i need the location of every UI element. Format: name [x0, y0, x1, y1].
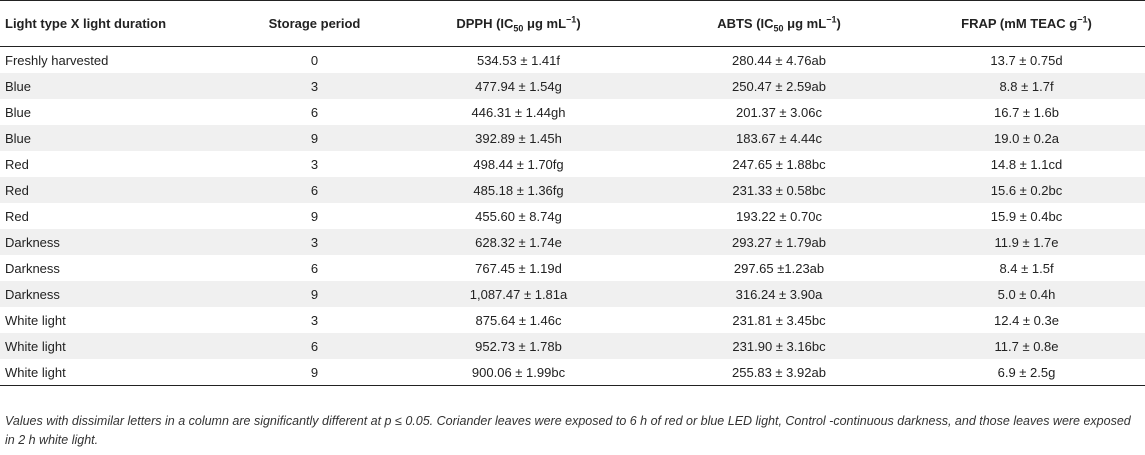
- table-row: [0, 177, 1145, 203]
- cell-light-type: White light: [0, 333, 242, 359]
- cell-frap: 5.0 ± 0.4h: [908, 281, 1145, 307]
- cell-light-type: Darkness: [0, 229, 242, 255]
- cell-dpph: 767.45 ± 1.19d: [475, 260, 562, 276]
- cell-storage-period: 3: [310, 156, 319, 172]
- cell-storage-period: 3: [242, 229, 387, 255]
- cell-frap: 14.8 ± 1.1cd: [990, 156, 1063, 172]
- cell-storage-period: 0: [310, 52, 319, 68]
- cell-storage-period: 6: [310, 260, 319, 276]
- header-abts-sub: 50: [773, 23, 784, 34]
- cell-storage-period: 9: [242, 281, 387, 307]
- header-frap: [908, 1, 1145, 47]
- header-light-type: Light type X light duration: [0, 1, 242, 47]
- table-row: [0, 333, 1145, 359]
- cell-light-type: Freshly harvested: [5, 52, 109, 68]
- cell-light-type: Red: [5, 208, 29, 224]
- cell-light-type: Darkness: [5, 260, 60, 276]
- cell-dpph: 498.44 ± 1.70fg: [473, 156, 564, 172]
- cell-frap: 8.8 ± 1.7f: [908, 73, 1145, 99]
- cell-frap: 6.9 ± 2.5g: [908, 359, 1145, 386]
- cell-light-type: Blue: [0, 125, 242, 151]
- header-dpph-sub: 50: [513, 23, 524, 34]
- table-row: [0, 125, 1145, 151]
- cell-dpph: 455.60 ± 8.74g: [475, 208, 562, 224]
- header-abts-text: ABTS (IC: [717, 16, 774, 31]
- cell-abts: 183.67 ± 4.44c: [650, 125, 908, 151]
- cell-dpph: 952.73 ± 1.78b: [387, 333, 650, 359]
- cell-dpph: 900.06 ± 1.99bc: [387, 359, 650, 386]
- header-abts: [650, 1, 908, 47]
- table-row: [0, 203, 1145, 229]
- header-frap-text: FRAP (mM TEAC g: [961, 16, 1078, 31]
- header-abts-end: ): [836, 16, 841, 31]
- table-body: [0, 47, 1145, 386]
- cell-storage-period: 6: [242, 333, 387, 359]
- cell-frap: 16.7 ± 1.6b: [994, 104, 1059, 120]
- cell-dpph: 477.94 ± 1.54g: [387, 73, 650, 99]
- cell-dpph: 485.18 ± 1.36fg: [387, 177, 650, 203]
- header-dpph: [387, 1, 650, 47]
- cell-abts: 316.24 ± 3.90a: [650, 281, 908, 307]
- cell-dpph: 534.53 ± 1.41f: [476, 52, 561, 68]
- header-dpph-unit: μg mL: [523, 16, 567, 31]
- table-row: [0, 359, 1145, 386]
- cell-storage-period: 3: [242, 73, 387, 99]
- cell-frap: 8.4 ± 1.5f: [999, 260, 1054, 276]
- cell-frap: 11.9 ± 1.7e: [908, 229, 1145, 255]
- cell-light-type: White light: [0, 359, 242, 386]
- cell-light-type: White light: [5, 312, 66, 328]
- header-dpph-sup: −1: [566, 14, 577, 25]
- table-row: [0, 281, 1145, 307]
- cell-dpph: 446.31 ± 1.44gh: [471, 104, 566, 120]
- cell-abts: 293.27 ± 1.79ab: [650, 229, 908, 255]
- cell-abts: 255.83 ± 3.92ab: [650, 359, 908, 386]
- header-frap-end: ): [1087, 16, 1092, 31]
- cell-storage-period: 6: [310, 104, 319, 120]
- cell-storage-period: 6: [242, 177, 387, 203]
- cell-frap: 15.9 ± 0.4bc: [990, 208, 1063, 224]
- table-row: [0, 151, 1145, 177]
- cell-light-type: Darkness: [0, 281, 242, 307]
- cell-frap: 11.7 ± 0.8e: [908, 333, 1145, 359]
- cell-abts: 280.44 ± 4.76ab: [732, 52, 826, 68]
- table-row: [0, 73, 1145, 99]
- table-footnote: Values with dissimilar letters in a column are significantly different at p ≤ 0.05. Coriander leaves were exposed to 6 h of red or blue LED light, Control -continuous darkness, and those leaves were exposed in 2 h white light.: [5, 414, 1131, 447]
- header-abts-unit: μg mL: [783, 16, 827, 31]
- cell-abts: 193.22 ± 0.70c: [736, 208, 822, 224]
- cell-frap: 13.7 ± 0.75d: [990, 52, 1063, 68]
- cell-light-type: Blue: [0, 73, 242, 99]
- cell-abts: 231.33 ± 0.58bc: [650, 177, 908, 203]
- table-row: [0, 255, 1145, 281]
- table-row: [0, 99, 1145, 125]
- header-frap-sup: −1: [1077, 14, 1088, 25]
- cell-storage-period: 9: [242, 125, 387, 151]
- cell-abts: 231.90 ± 3.16bc: [650, 333, 908, 359]
- cell-abts: 201.37 ± 3.06c: [736, 104, 822, 120]
- cell-light-type: Blue: [5, 104, 32, 120]
- cell-dpph: 628.32 ± 1.74e: [387, 229, 650, 255]
- cell-frap: 12.4 ± 0.3e: [994, 312, 1059, 328]
- cell-frap: 15.6 ± 0.2bc: [908, 177, 1145, 203]
- cell-abts: 231.81 ± 3.45bc: [732, 312, 826, 328]
- header-abts-sup: −1: [826, 14, 837, 25]
- cell-frap: 19.0 ± 0.2a: [908, 125, 1145, 151]
- cell-abts: 297.65 ±1.23ab: [733, 260, 825, 276]
- table-row: [0, 307, 1145, 333]
- table-row: [0, 229, 1145, 255]
- header-dpph-end: ): [576, 16, 581, 31]
- cell-light-type: Red: [5, 156, 29, 172]
- table-row: [0, 47, 1145, 74]
- cell-storage-period: 9: [242, 359, 387, 386]
- cell-dpph: 1,087.47 ± 1.81a: [387, 281, 650, 307]
- cell-storage-period: 9: [310, 208, 319, 224]
- cell-abts: 247.65 ± 1.88bc: [732, 156, 826, 172]
- cell-storage-period: 3: [310, 312, 319, 328]
- header-dpph-text: DPPH (IC: [456, 16, 514, 31]
- header-row: [0, 1, 1145, 47]
- cell-abts: 250.47 ± 2.59ab: [650, 73, 908, 99]
- header-storage-period: Storage period: [242, 1, 387, 47]
- cell-light-type: Red: [0, 177, 242, 203]
- cell-dpph: 392.89 ± 1.45h: [387, 125, 650, 151]
- cell-dpph: 875.64 ± 1.46c: [475, 312, 562, 328]
